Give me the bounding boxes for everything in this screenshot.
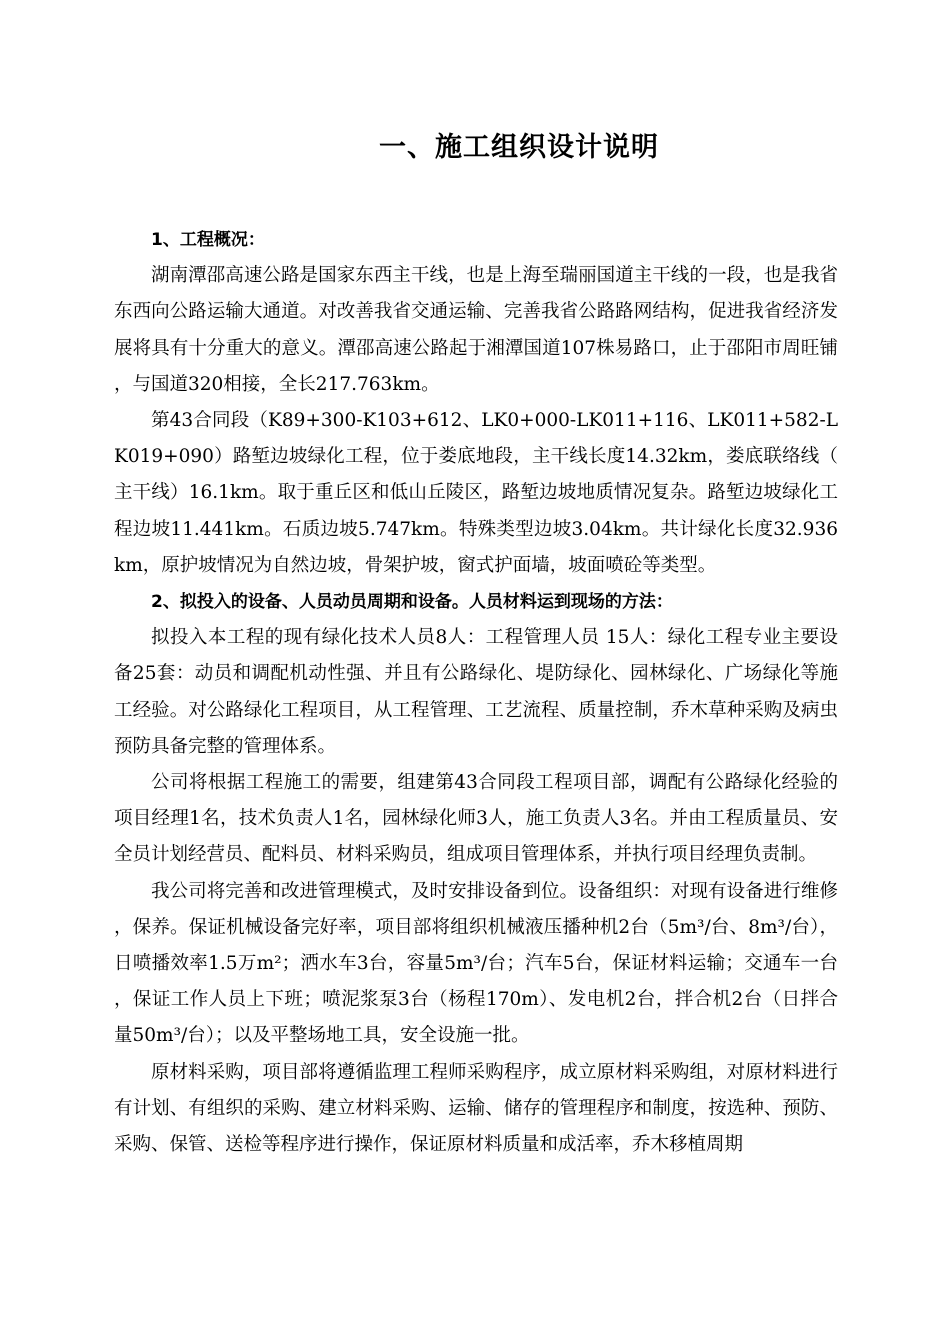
page-title: 一、施工组织设计说明 bbox=[379, 132, 659, 163]
section-heading-equipment-personnel: 2、拟投入的设备、人员动员周期和设备。人员材料运到现场的方法： bbox=[151, 592, 673, 613]
paragraph: 我公司将完善和改进管理模式，及时安排设备到位。设备组织：对现有设备进行维修，保养。保证机械设备完好率，项目部将组织机械液压播种机2台（5m³/台、8m³/台），日喷播效率1.5万m²；洒水车3台，容量5m³/台；汽车5台，保证材料运输；交通车一台，保证工作人员上下班；喷泥浆泵3台（杨程170m）、发电机2台，拌合机2台（日拌合量50m³/台）；以及平整场地工具，安全设施一批。 bbox=[114, 880, 838, 1047]
section-heading-overview: 1、工程概况： bbox=[151, 230, 265, 250]
paragraph: 原材料采购，项目部将遵循监理工程师采购程序，成立原材料采购组，对原材料进行有计划、有组织的采购、建立材料采购、运输、储存的管理程序和制度，按选种、预防、采购、保管、送检等程序进行操作，保证原材料质量和成活率，乔木移植周期 bbox=[114, 1061, 838, 1156]
paragraph: 第43合同段（K89+300-K103+612、LK0+000-LK011+116、LK011+582-LK019+090）路堑边坡绿化工程，位于娄底地段，主干线长度14.32km，娄底联络线（主干线）16.1km。取于重丘区和低山丘陵区，路堑边坡地质情况复杂。路堑边坡绿化工程边坡11.441km。石质边坡5.747km。特殊类型边坡3.04km。共计绿化长度32.936km，原护坡情况为自然边坡，骨架护坡，窗式护面墙，坡面喷砼等类型。 bbox=[114, 410, 838, 576]
document-body bbox=[114, 222, 838, 1163]
paragraph: 湖南潭邵高速公路是国家东西主干线，也是上海至瑞丽国道主干线的一段，也是我省东西向公路运输大通道。对改善我省交通运输、完善我省公路路网结构，促进我省经济发展将具有十分重大的意义。潭邵高速公路起于湘潭国道107株易路口，止于邵阳市周旺铺，与国道320相接，全长217.763km。 bbox=[114, 265, 838, 395]
paragraph: 公司将根据工程施工的需要，组建第43合同段工程项目部，调配有公路绿化经验的项目经理1名，技术负责人1名，园林绿化师3人，施工负责人3名。并由工程质量员、安全员计划经营员、配料员、材料采购员，组成项目管理体系，并执行项目经理负责制。 bbox=[114, 772, 838, 866]
paragraph: 拟投入本工程的现有绿化技术人员8人：工程管理人员 15人：绿化工程专业主要设备25套：动员和调配机动性强、并且有公路绿化、堤防绿化、园林绿化、广场绿化等施工经验。对公路绿化工程项目，从工程管理、工艺流程、质量控制，乔木草种采购及病虫预防具备完整的管理体系。 bbox=[114, 627, 838, 757]
